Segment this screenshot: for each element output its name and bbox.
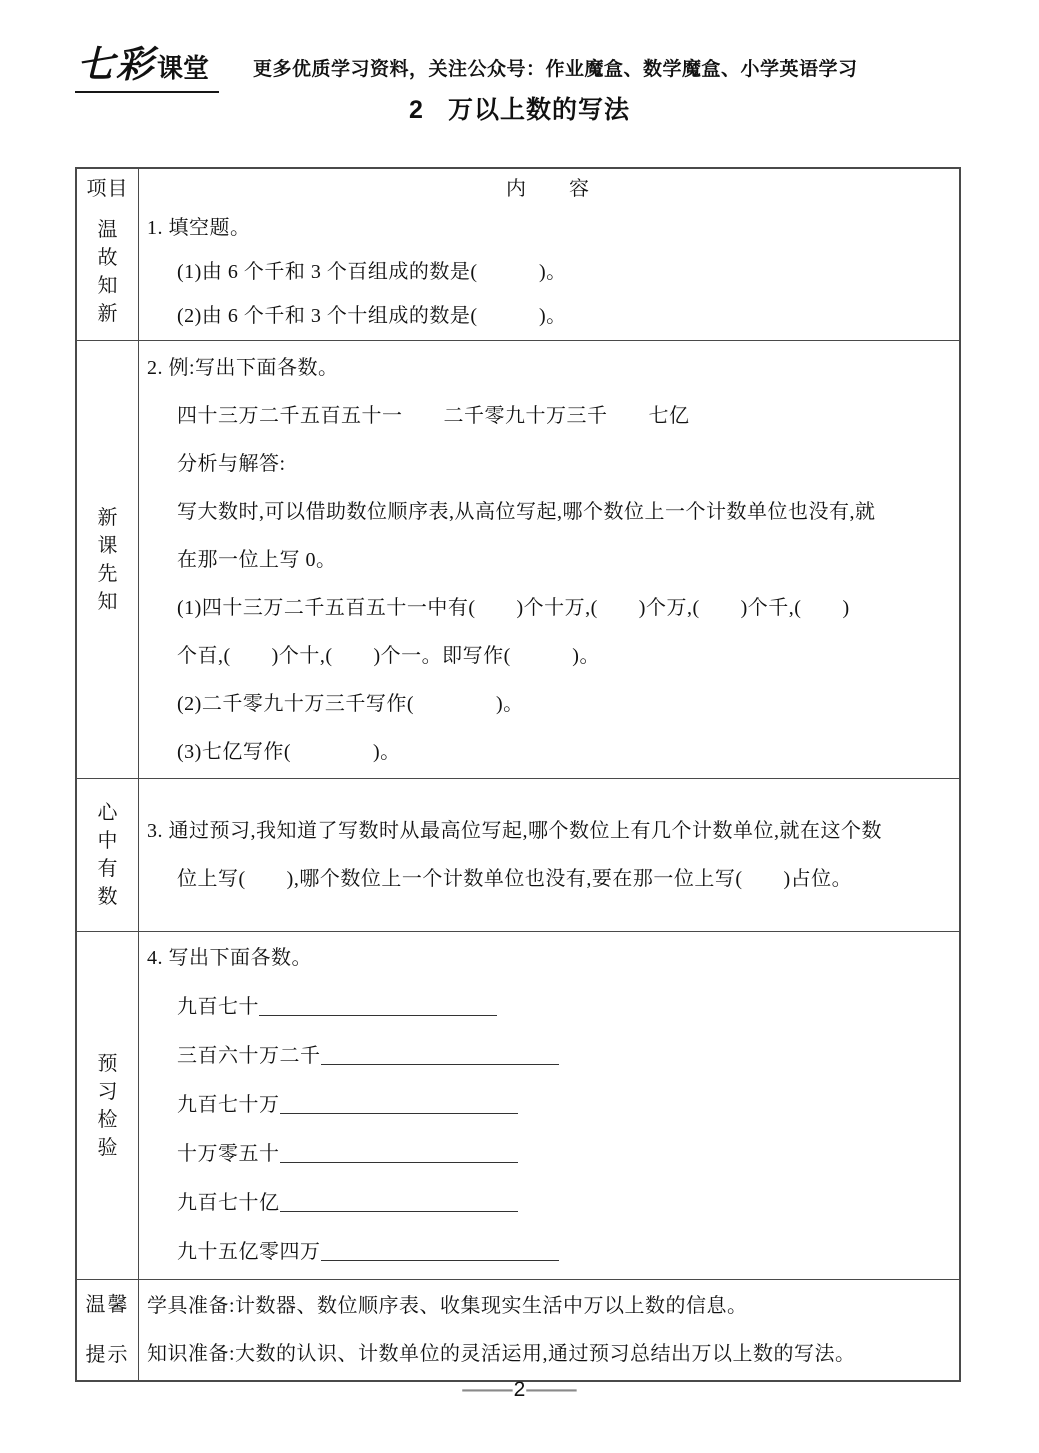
- brand-logo-main: 七彩: [77, 45, 155, 86]
- exercise-line: 九百七十万: [147, 1081, 949, 1130]
- content-line: 2. 例:写出下面各数。: [147, 356, 339, 379]
- exercise-line: 九十五亿零四万: [147, 1228, 949, 1277]
- page-header: [75, 34, 979, 93]
- row-label: 预习检验: [97, 1052, 118, 1159]
- exercise-line: 三百六十万二千: [147, 1032, 949, 1081]
- row-content-cell: [139, 1280, 959, 1380]
- row-label-cell: [77, 932, 139, 1279]
- footer-dash-left: —: [461, 1378, 513, 1401]
- row-label: 温故知新: [97, 219, 118, 325]
- content-table: [75, 167, 961, 1382]
- table-body: [77, 204, 959, 1380]
- exercise-line: 十万零五十: [147, 1130, 949, 1179]
- brand-logo: [75, 34, 219, 93]
- header-cell-project: 项目: [77, 169, 139, 204]
- row-label: 心中有数: [97, 802, 118, 908]
- content-line: 4. 写出下面各数。: [147, 947, 312, 969]
- table-header-row: [77, 169, 959, 204]
- lesson-name: 万以上数的写法: [447, 96, 630, 124]
- content-line: 1. 填空题。: [147, 217, 251, 239]
- content-line: 位上写( ),哪个数位上一个计数单位也没有,要在那一位上写( )占位。: [177, 868, 853, 890]
- answer-blank: [321, 1238, 559, 1261]
- content-line: (1)四十三万二千五百五十一中有( )个十万,( )个万,( )个千,( ): [177, 596, 850, 619]
- answer-blank: [280, 1091, 518, 1114]
- answer-blank: [259, 993, 497, 1016]
- row-content-cell: [139, 779, 959, 931]
- lesson-number: 2: [409, 96, 424, 124]
- row-label-cell: [77, 1280, 139, 1380]
- page-footer: [0, 1378, 1039, 1402]
- content-line: 在那一位上写 0。: [177, 548, 337, 571]
- row-label: 新课先知: [97, 506, 118, 613]
- content-line: (2)由 6 个千和 3 个十组成的数是( )。: [177, 305, 567, 327]
- content-line: (2)二千零九十万三千写作( )。: [177, 692, 524, 715]
- table-row: [77, 1279, 959, 1380]
- promo-tagline: 更多优质学习资料，关注公众号：作业魔盒、数学魔盒、小学英语学习: [253, 59, 858, 80]
- content-line: 个百,( )个十,( )个一。即写作( )。: [177, 644, 600, 667]
- row-content-cell: [139, 932, 959, 1279]
- exercise-line: 九百七十: [147, 983, 949, 1032]
- header-cell-content: 内 容: [506, 178, 590, 200]
- row-content-cell: [139, 204, 959, 340]
- table-row: [77, 778, 959, 931]
- content-line: (3)七亿写作( )。: [177, 740, 401, 763]
- row-label-cell: [77, 341, 139, 778]
- answer-blank: [280, 1189, 518, 1212]
- answer-blank: [280, 1140, 518, 1163]
- content-line: 学具准备:计数器、数位顺序表、收集现实生活中万以上数的信息。: [147, 1295, 748, 1317]
- content-line: 四十三万二千五百五十一 二千零九十万三千 七亿: [177, 404, 690, 427]
- content-line: 知识准备:大数的认识、计数单位的灵活运用,通过预习总结出万以上数的写法。: [147, 1343, 856, 1365]
- page-number: 2: [513, 1378, 526, 1401]
- content-line: 写大数时,可以借助数位顺序表,从高位写起,哪个数位上一个计数单位也没有,就: [177, 500, 876, 523]
- brand-logo-sub: 课堂: [157, 53, 210, 83]
- footer-dash-right: —: [526, 1378, 578, 1401]
- row-label-cell: [77, 204, 139, 340]
- row-label-cell: [77, 779, 139, 931]
- row-content-cell: [139, 341, 959, 778]
- table-row: [77, 340, 959, 778]
- content-line: (1)由 6 个千和 3 个百组成的数是( )。: [177, 261, 567, 283]
- content-line: 分析与解答:: [177, 452, 286, 475]
- content-line: 3. 通过预习,我知道了写数时从最高位写起,哪个数位上有几个计数单位,就在这个数: [147, 820, 882, 842]
- table-row: [77, 204, 959, 340]
- page-title: [0, 90, 1039, 126]
- table-row: [77, 931, 959, 1279]
- exercise-line: 九百七十亿: [147, 1179, 949, 1228]
- row-label: 温馨提示: [85, 1294, 130, 1366]
- answer-blank: [321, 1042, 559, 1065]
